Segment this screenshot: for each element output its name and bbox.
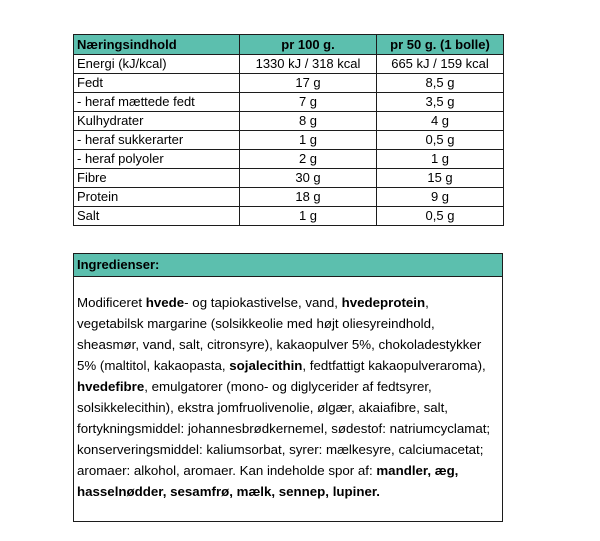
ingredient-text: - og tapiokastivelse, vand, xyxy=(184,295,342,310)
ingredient-text: , emulgatorer (mono- og diglycerider af fedtsyrer, solsikkelecithin), ekstra jomfruolivenolie, ølgær, akaiafibre, salt, fortykningsmiddel: johannesbrødkernemel, sødestof: natriumcyclamat; konserveringsmiddel: kaliumsorbat, syrer: mælkesyre, calciumacetat; aromaer: alkohol, aromaer. Kan indeholde spor af: xyxy=(77,379,491,478)
nutrition-table xyxy=(73,34,504,226)
table-row xyxy=(74,207,504,226)
nutrition-header-row xyxy=(74,35,504,55)
value-per-50g: 0,5 g xyxy=(377,131,504,150)
ingredients-title: Ingredienser: xyxy=(74,254,502,277)
nutrient-name: Protein xyxy=(74,188,240,207)
value-per-50g: 8,5 g xyxy=(377,74,504,93)
table-row xyxy=(74,131,504,150)
nutrient-name: - heraf sukkerarter xyxy=(74,131,240,150)
value-per-50g: 9 g xyxy=(377,188,504,207)
table-row xyxy=(74,169,504,188)
value-per-50g: 1 g xyxy=(377,150,504,169)
value-per-50g: 665 kJ / 159 kcal xyxy=(377,55,504,74)
nutrient-name: Fibre xyxy=(74,169,240,188)
allergen-text: hvedeprotein xyxy=(341,295,426,310)
value-per-50g: 15 g xyxy=(377,169,504,188)
nutrient-name: Energi (kJ/kcal) xyxy=(74,55,240,74)
value-per-50g: 3,5 g xyxy=(377,93,504,112)
ingredient-text: , vegetabilsk margarine (solsikkeolie med højt oliesyreindhold, sheasmør, vand, salt, citronsyre), kakaopulver 5%, chokoladestykker 5% (maltitol, kakaopasta, xyxy=(77,295,482,373)
ingredients-box xyxy=(73,253,503,522)
ingredients-text xyxy=(74,277,502,502)
nutrient-name: Kulhydrater xyxy=(74,112,240,131)
value-per-100g: 1 g xyxy=(240,131,377,150)
value-per-100g: 18 g xyxy=(240,188,377,207)
header-per-50g: pr 50 g. (1 bolle) xyxy=(377,35,504,55)
header-label: Næringsindhold xyxy=(74,35,240,55)
nutrient-name: Salt xyxy=(74,207,240,226)
value-per-100g: 1 g xyxy=(240,207,377,226)
table-row xyxy=(74,55,504,74)
allergen-text: sojalecithin xyxy=(229,358,303,373)
allergen-text: hvede xyxy=(145,295,185,310)
nutrient-name: - heraf polyoler xyxy=(74,150,240,169)
table-row xyxy=(74,150,504,169)
allergen-text: hvedefibre xyxy=(77,379,145,394)
nutrition-body xyxy=(74,55,504,226)
table-row xyxy=(74,188,504,207)
value-per-100g: 8 g xyxy=(240,112,377,131)
value-per-100g: 7 g xyxy=(240,93,377,112)
ingredient-text: Modificeret xyxy=(77,295,146,310)
table-row xyxy=(74,112,504,131)
table-row xyxy=(74,93,504,112)
value-per-50g: 4 g xyxy=(377,112,504,131)
value-per-100g: 30 g xyxy=(240,169,377,188)
table-row xyxy=(74,74,504,93)
ingredient-text: , fedtfattigt kakaopulveraroma), xyxy=(302,358,486,373)
nutrient-name: Fedt xyxy=(74,74,240,93)
value-per-100g: 2 g xyxy=(240,150,377,169)
value-per-50g: 0,5 g xyxy=(377,207,504,226)
header-per-100g: pr 100 g. xyxy=(240,35,377,55)
value-per-100g: 17 g xyxy=(240,74,377,93)
nutrient-name: - heraf mættede fedt xyxy=(74,93,240,112)
value-per-100g: 1330 kJ / 318 kcal xyxy=(240,55,377,74)
allergen-text: mandler, æg, hasselnødder, sesamfrø, mælk, sennep, lupiner. xyxy=(77,463,459,499)
